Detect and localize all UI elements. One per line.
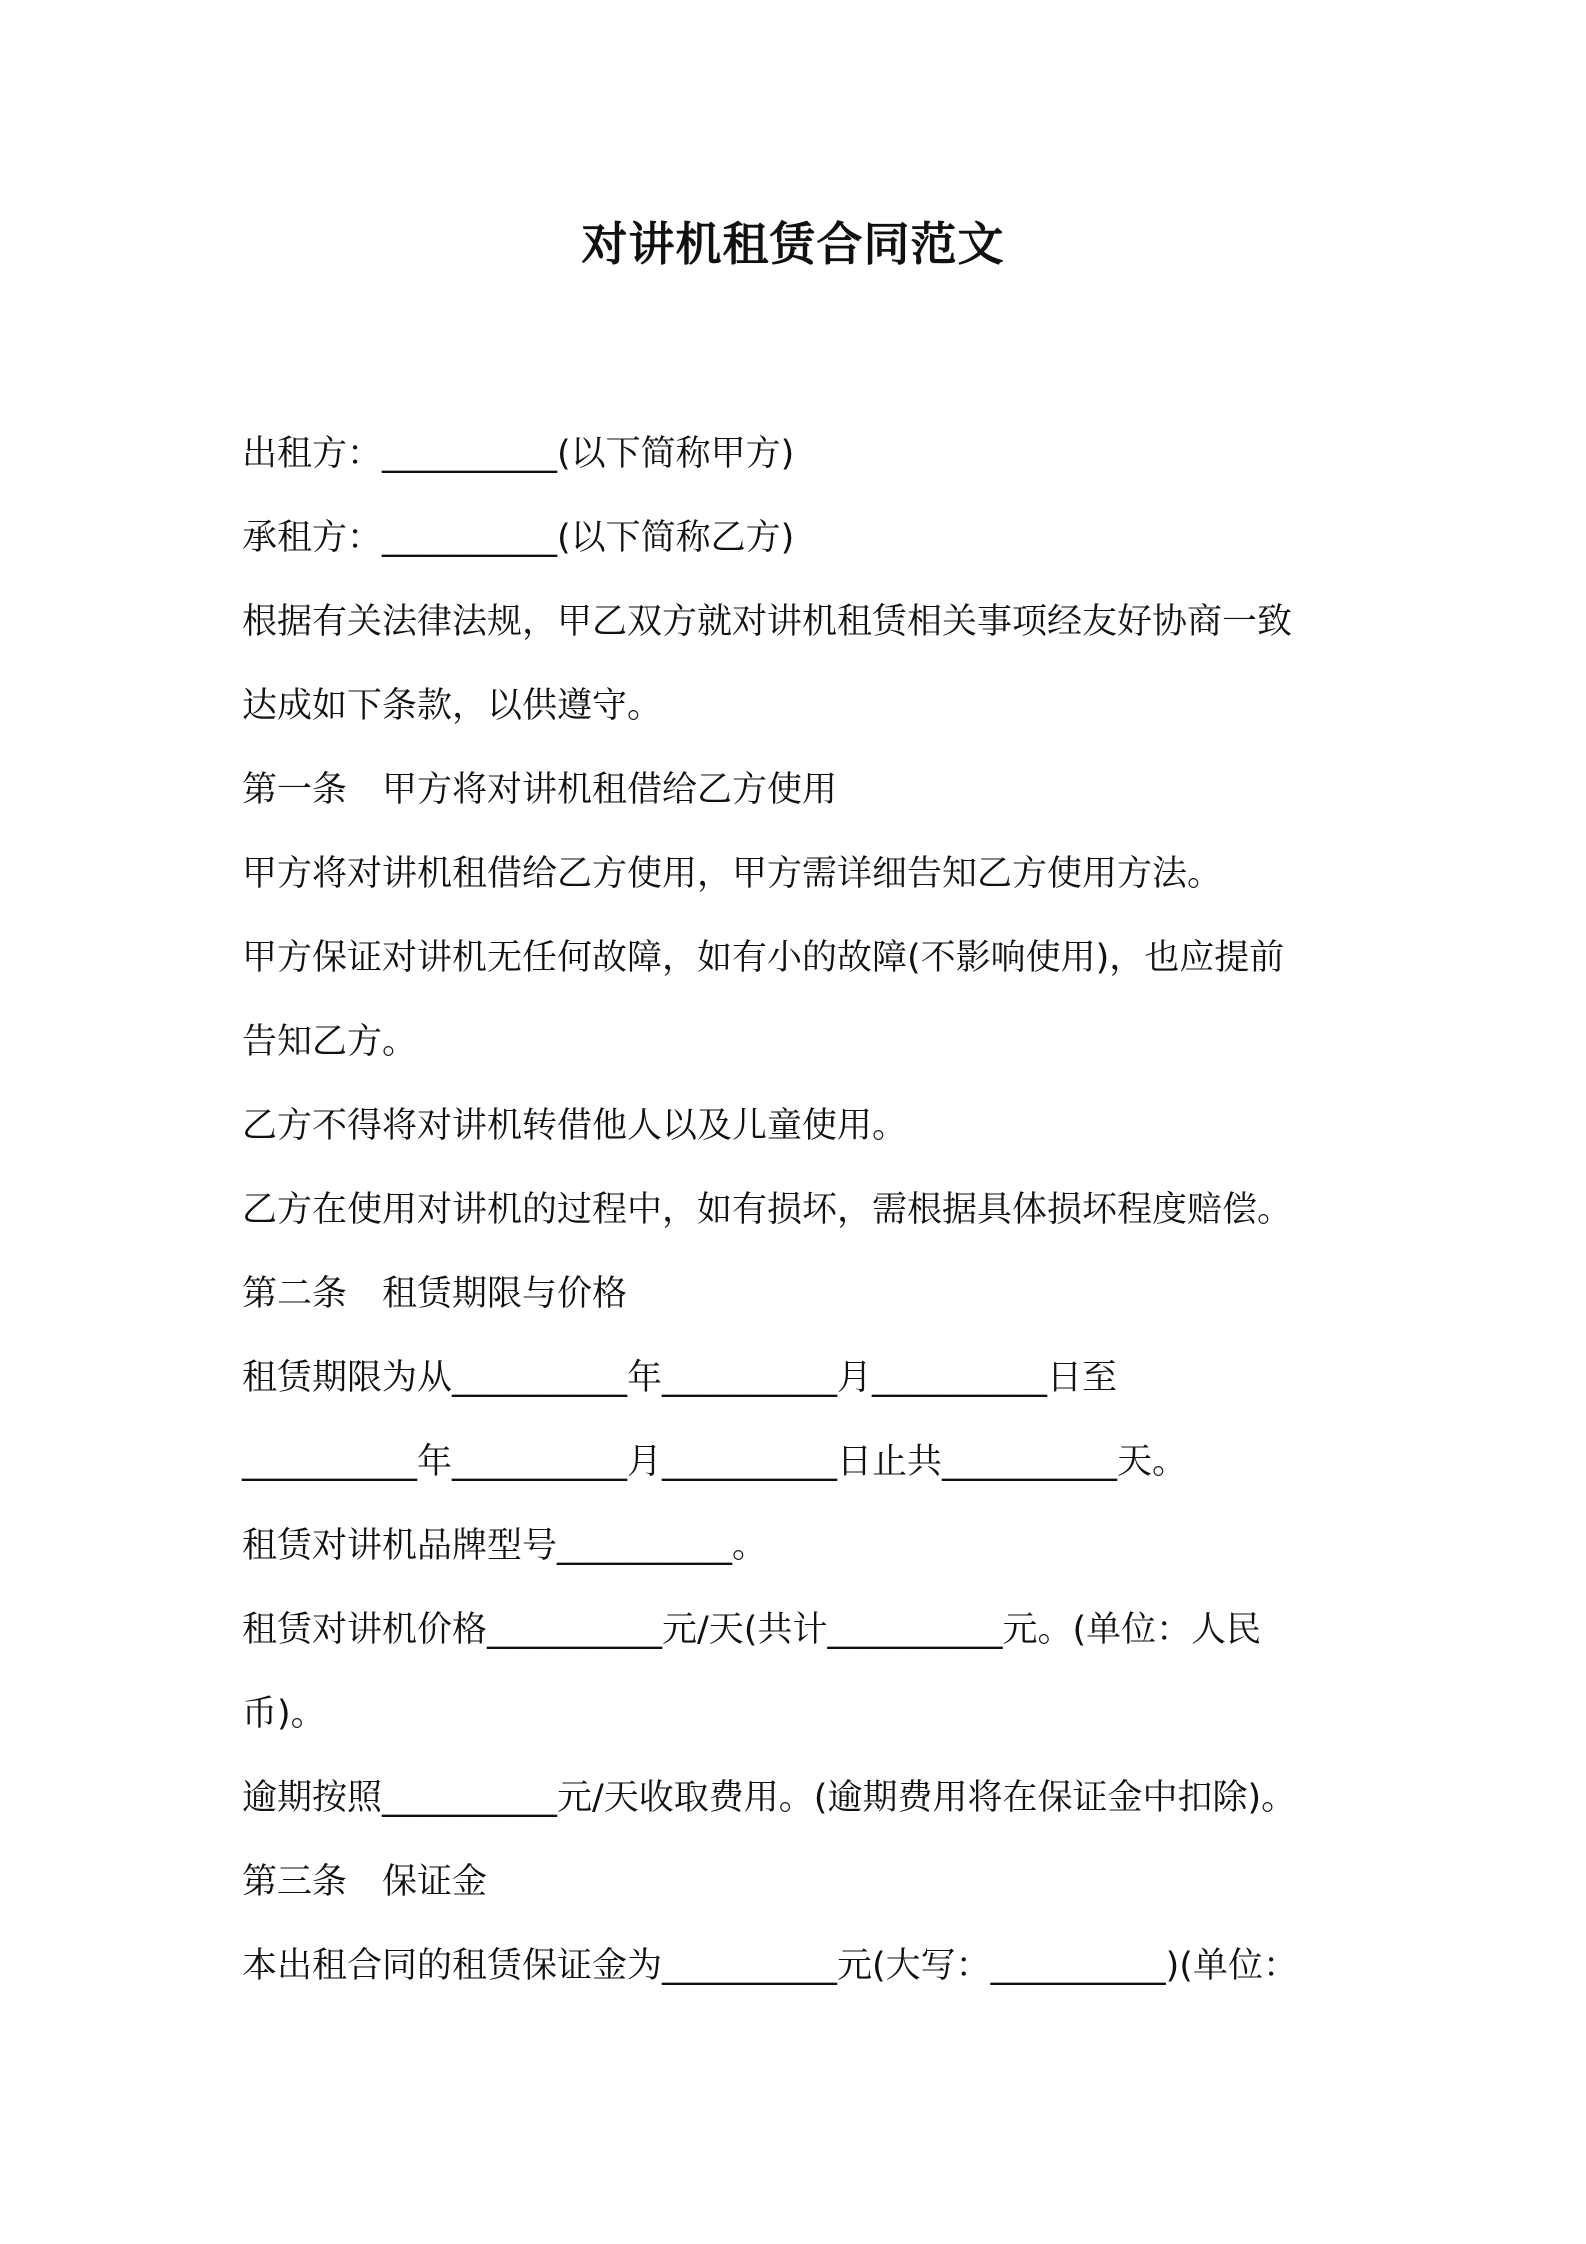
article-3-heading: 第三条 保证金 <box>242 1862 488 1902</box>
preamble-line-1: 根据有关法律法规，甲乙双方就对讲机租赁相关事项经友好协商一致 <box>242 602 1293 642</box>
article-2-term-line-2: __________年__________月__________日止共__________天。 <box>242 1442 1188 1482</box>
document-title: 对讲机租赁合同范文 <box>581 217 1005 271</box>
party-b-line: 承租方：__________(以下简称乙方) <box>242 518 795 558</box>
article-2-overdue-line: 逾期按照__________元/天收取费用。(逾期费用将在保证金中扣除)。 <box>242 1778 1297 1818</box>
preamble-line-2: 达成如下条款，以供遵守。 <box>242 686 663 726</box>
article-2-model-line: 租赁对讲机品牌型号__________。 <box>242 1526 768 1566</box>
article-2-term-line-1: 租赁期限为从__________年__________月__________日至 <box>242 1358 1118 1398</box>
article-3-deposit-line: 本出租合同的租赁保证金为__________元(大写：__________)(单位： <box>242 1946 1298 1986</box>
article-2-price-line-2: 币)。 <box>242 1694 326 1734</box>
document-body <box>242 412 1362 2008</box>
article-1-clause-2-line-1: 甲方保证对讲机无任何故障，如有小的故障(不影响使用)，也应提前 <box>242 938 1285 978</box>
party-a-line: 出租方：__________(以下简称甲方) <box>242 434 795 474</box>
article-1-heading: 第一条 甲方将对讲机租借给乙方使用 <box>242 770 838 810</box>
article-1-clause-2-line-2: 告知乙方。 <box>242 1022 418 1062</box>
article-2-heading: 第二条 租赁期限与价格 <box>242 1274 628 1314</box>
article-1-clause-4: 乙方在使用对讲机的过程中，如有损坏，需根据具体损坏程度赔偿。 <box>242 1190 1293 1230</box>
article-1-clause-3: 乙方不得将对讲机转借他人以及儿童使用。 <box>242 1106 908 1146</box>
article-2-price-line-1: 租赁对讲机价格__________元/天(共计__________元。(单位：人民 <box>242 1610 1262 1650</box>
article-1-clause-1: 甲方将对讲机租借给乙方使用，甲方需详细告知乙方使用方法。 <box>242 854 1223 894</box>
